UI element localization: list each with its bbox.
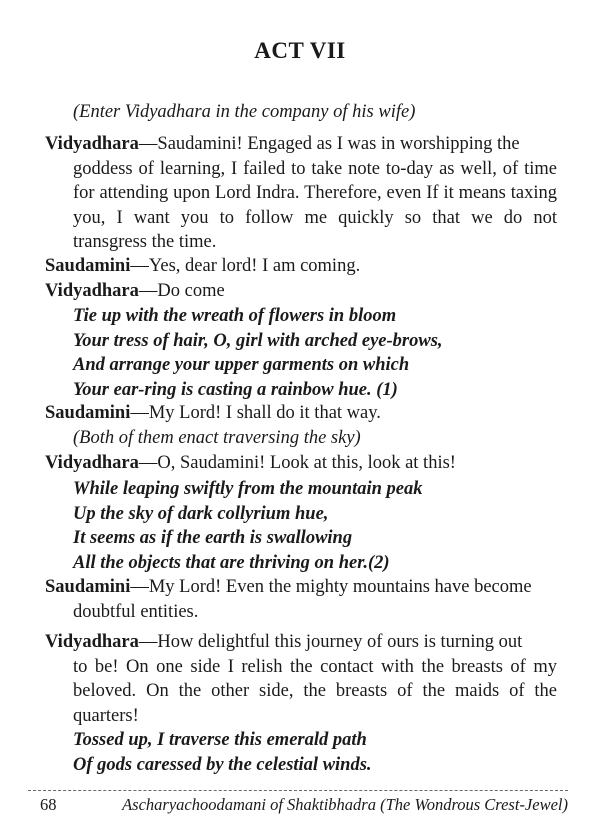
dialogue-text: —O, Saudamini! Look at this, look at this! [138,453,456,473]
dialogue-text: —Yes, dear lord! I am coming. [130,256,361,276]
verse-line: And arrange your upper garments on which [73,355,410,375]
verse-block [73,728,585,777]
verse-line: All the objects that are thriving on her.(2) [73,552,390,573]
speaker-name: Vidyadhara [45,134,139,154]
dialogue-block [45,132,557,255]
speaker-name: Saudamini [45,256,131,276]
verse-block [73,304,585,402]
verse-line: It seems as if the earth is swallowing [73,528,353,548]
verse-line: Tie up with the wreath of flowers in bloom [73,306,397,326]
footer-divider [28,790,568,791]
dialogue-first-line [45,132,557,157]
dialogue-block [45,451,557,476]
dialogue-continuation: doubtful entities. [73,601,199,622]
dialogue-block [45,401,557,426]
dialogue-block [45,575,557,624]
verse-line: Of gods caressed by the celestial winds. [73,754,372,775]
dialogue-block [45,630,557,728]
speaker-name: Vidyadhara [45,281,139,301]
dialogue-block [45,279,557,304]
speaker-name: Vidyadhara [45,453,139,473]
dialogue-continuation: to be! On one side I relish the contact with the breasts of my beloved. On the other side, the breasts of the maids of the quarters! [73,656,557,726]
dialogue-continuation: goddess of learning, I failed to take note to-day as well, of time for attending upon Lord Indra. Therefore, even If it means taxing you, I want you to follow me quickly so that we do not transgress the time. [73,158,557,252]
verse-line: Tossed up, I traverse this emerald path [73,730,367,750]
dialogue-block [45,254,557,279]
dialogue-text: —My Lord! I shall do it that way. [130,403,381,423]
verse-line: Up the sky of dark collyrium hue, [73,503,329,524]
dialogue-text: —My Lord! Even the mighty mountains have become [130,577,532,597]
speaker-name: Saudamini [45,403,131,423]
dialogue-text: —How delightful this journey of ours is turning out [138,632,523,652]
act-heading: ACT VII [254,38,346,63]
verse-line: Your tress of hair, O, girl with arched eye-brows, [73,330,443,351]
speaker-name: Vidyadhara [45,632,139,652]
dialogue-text: —Do come [138,281,225,301]
stage-direction: (Both of them enact traversing the sky) [73,428,361,448]
dialogue-text: —Saudamini! Engaged as I was in worshipping the [138,134,520,154]
verse-line: Your ear-ring is casting a rainbow hue. (1) [73,379,398,400]
dialogue-first-line [45,575,557,600]
verse-line: While leaping swiftly from the mountain peak [73,479,423,499]
speaker-name: Saudamini [45,577,131,597]
dialogue-first-line [45,630,557,655]
verse-block [73,477,585,575]
stage-direction: (Enter Vidyadhara in the company of his wife) [73,102,416,122]
page-number: 68 [40,795,57,814]
running-title: Ascharyachoodamani of Shaktibhadra (The Wondrous Crest-Jewel) [122,795,568,814]
